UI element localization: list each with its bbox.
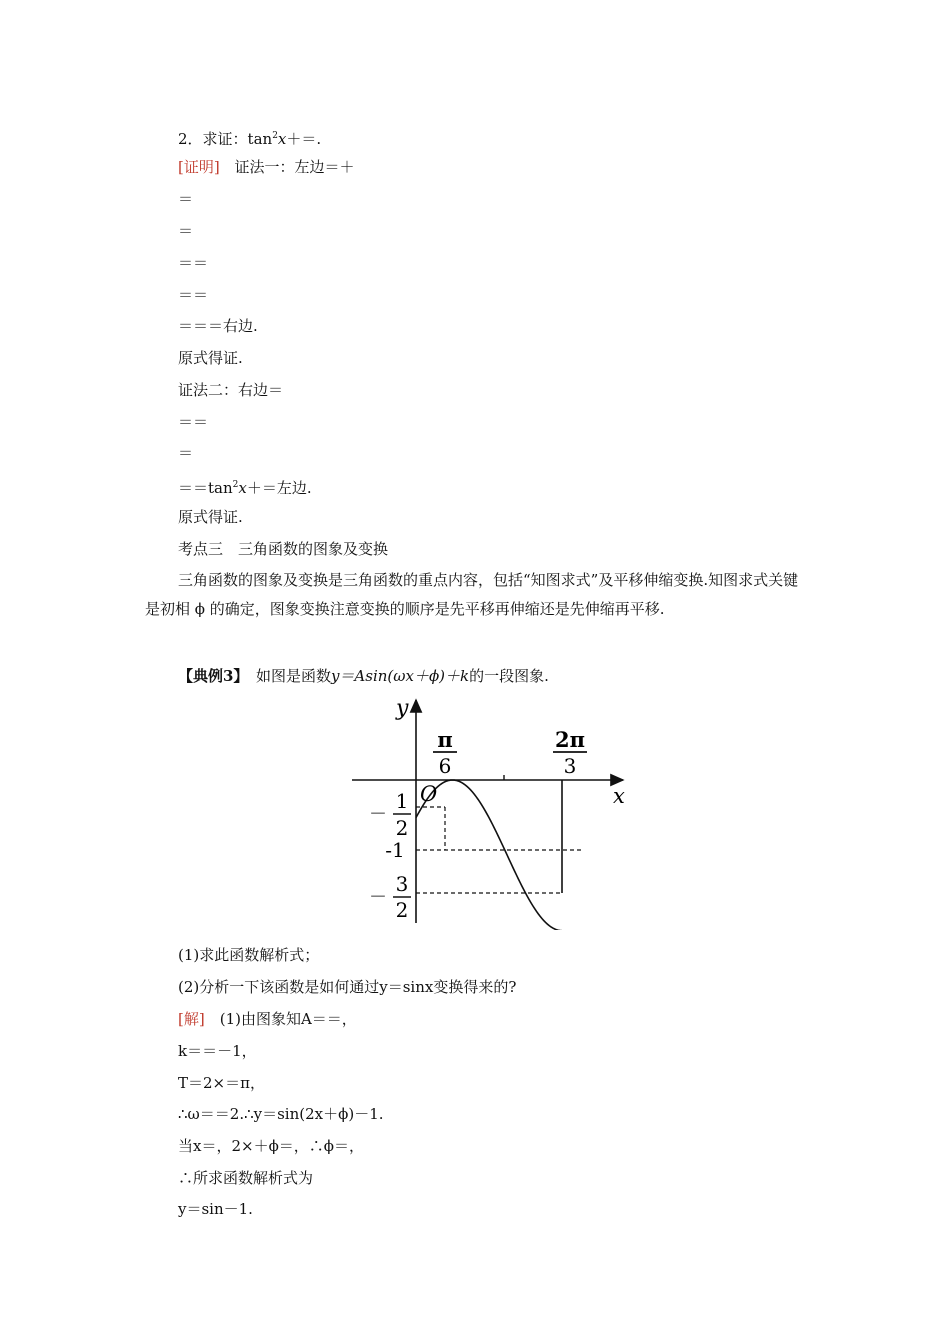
solution-line-2: k＝＝－1， <box>178 1042 257 1060</box>
solution-line-3: T＝2×＝π， <box>178 1074 265 1092</box>
y-threehalf-den: 2 <box>395 898 409 922</box>
tick-2pi3-den: 3 <box>563 754 577 778</box>
origin-label: O <box>420 782 438 806</box>
solution-line-7: y＝sin－1. <box>178 1200 253 1218</box>
m3-prefix: ＝＝tan <box>178 479 233 497</box>
y-half-num: 1 <box>395 789 409 813</box>
example-tag: 【典例3】 <box>178 667 241 685</box>
solution-tag: [解] <box>178 1010 205 1028</box>
exponent: 2 <box>272 131 278 141</box>
y-axis-label: y <box>396 696 409 721</box>
example-text-tail: 的一段图象. <box>469 667 549 685</box>
y-threehalf-sign: － <box>369 887 387 908</box>
section-title: 考点三 三角函数的图象及变换 <box>178 540 389 558</box>
x-axis-label: x <box>613 784 625 808</box>
proof-m2-line-2: ＝ <box>178 444 194 462</box>
method-1-head: 证法一：左边＝＋ <box>234 158 355 176</box>
question-2: (2)分析一下该函数是如何通过y＝sinx变换得来的? <box>178 978 517 996</box>
proof-conclusion-1: 原式得证. <box>178 349 243 367</box>
proof-tag: [证明] <box>178 158 220 176</box>
problem-2-tail: ＋＝. <box>286 130 322 148</box>
proof-line-4: ＝＝ <box>178 286 209 304</box>
proof-line-2: ＝ <box>178 222 194 240</box>
sine-curve <box>416 780 562 930</box>
problem-2-text: 2．求证：tan <box>178 130 273 148</box>
variable-x: x <box>238 479 247 497</box>
y-half-sign: － <box>369 804 387 825</box>
solution-line-6: ∴所求函数解析式为 <box>178 1169 314 1187</box>
problem-2-statement <box>178 126 321 149</box>
example-3 <box>178 666 549 686</box>
proof-conclusion-2: 原式得证. <box>178 508 243 526</box>
question-1: (1)求此函数解析式； <box>178 946 320 964</box>
solution-line-4: ∴ω＝＝2.∴y＝sin(2x＋ϕ)－1. <box>178 1105 384 1123</box>
tick-pi6-den: 6 <box>438 754 452 778</box>
example-formula: y＝Asin(ωx＋ϕ)＋k <box>330 667 470 685</box>
y-threehalf-num: 3 <box>395 872 409 896</box>
variable-x: x <box>277 130 287 148</box>
exponent: 2 <box>232 480 239 490</box>
example-text: 如图是函数 <box>240 667 331 685</box>
tick-pi6-num: π <box>437 727 453 752</box>
proof-m2-line-1: ＝＝ <box>178 413 209 431</box>
y-minus-1: -1 <box>385 838 405 862</box>
tick-2pi3-num: 2π <box>555 727 585 752</box>
proof-m2-line-3 <box>178 475 312 498</box>
proof-line-3: ＝＝ <box>178 254 209 272</box>
m3-suffix: ＋＝左边. <box>246 479 312 497</box>
proof-method-1-head <box>178 157 355 177</box>
function-graph <box>340 695 640 930</box>
solution-line-5: 当x＝，2×＋ϕ＝，∴ϕ＝， <box>178 1137 365 1155</box>
section-paragraph: 三角函数的图象及变换是三角函数的重点内容，包括“知图求式”及平移伸缩变换.知图求式关键是初相 ϕ 的确定，图象变换注意变换的顺序是先平移再伸缩还是先伸缩再平移. <box>145 571 799 618</box>
proof-method-2-head: 证法二：右边＝ <box>178 381 284 399</box>
solution-text: (1)由图象知A＝＝， <box>204 1010 357 1028</box>
solution-line-1 <box>178 1009 357 1029</box>
proof-line-1: ＝ <box>178 190 194 208</box>
proof-line-5: ＝＝＝右边. <box>178 317 258 335</box>
y-half-den: 2 <box>395 816 409 840</box>
